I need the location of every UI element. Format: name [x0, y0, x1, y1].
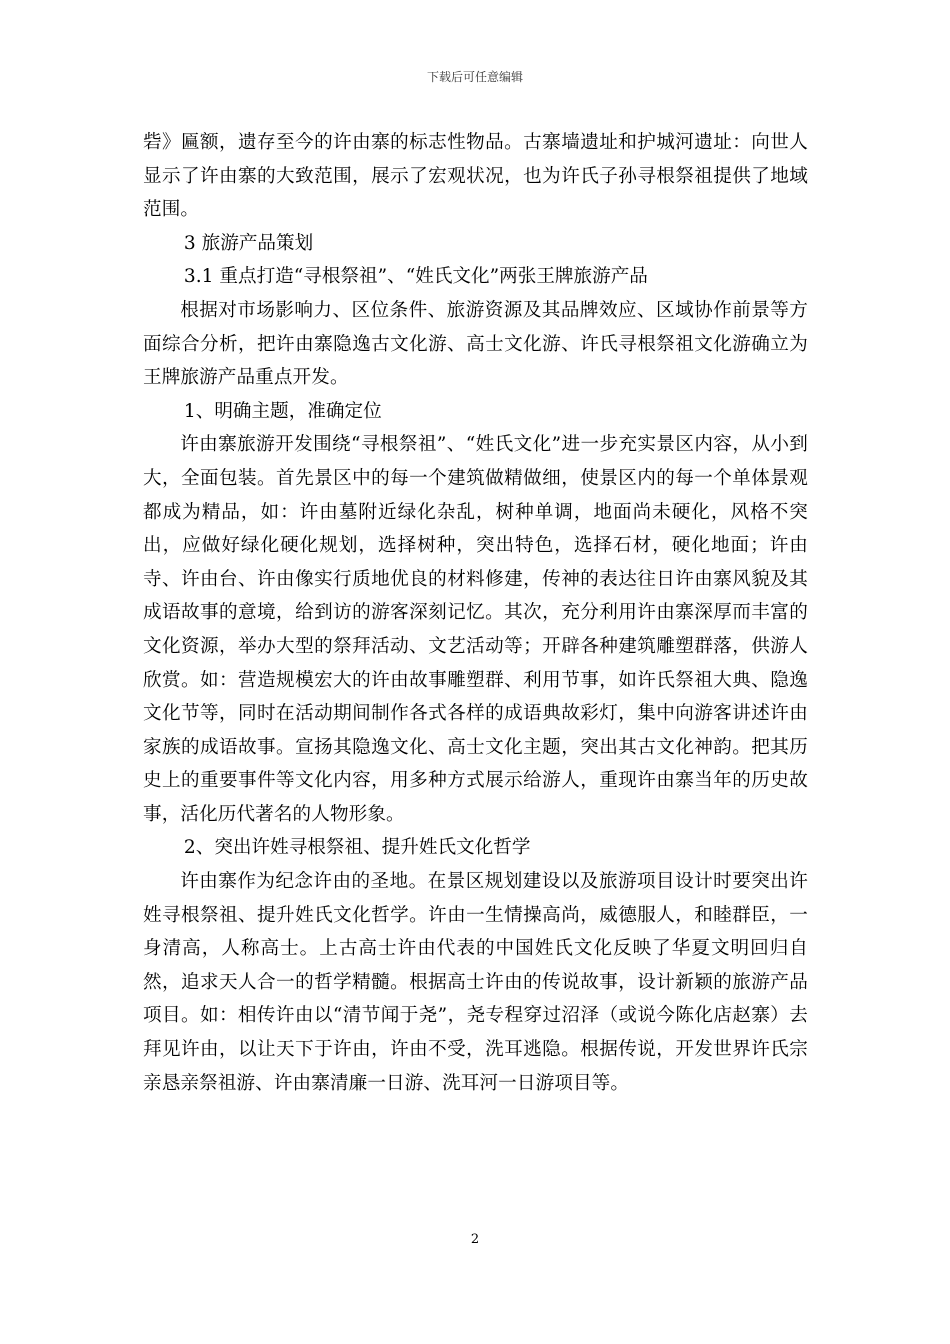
item-heading-2: 2、突出许姓寻根祭祖、提升姓氏文化哲学: [183, 837, 531, 859]
subsection-heading: 3.1 重点打造“寻根祭祖”、“姓氏文化”两张王牌旅游产品: [183, 266, 648, 288]
paragraph-continuation: 砦》匾额，遗存至今的许由寨的标志性物品。古寨墙遗址和护城河遗址：向世人显示了许由寨的大致范围，展示了宏观状况，也为许氏子孙寻根祭祖提供了地域范围。: [143, 132, 808, 221]
document-body: [143, 126, 808, 1100]
page-header: 下载后可任意编辑: [426, 70, 523, 84]
paragraph-surname-culture: 许由寨作为纪念许由的圣地。在景区规划建设以及旅游项目设计时要突出许姓寻根祭祖、提升姓氏文化哲学。许由一生情操高尚，威德服人，和睦群臣，一身清高，人称高士。上古高士许由代表的中国姓氏文化反映了华夏文明回归自然，追求天人合一的哲学精髓。根据高士许由的传说故事，设计新颖的旅游产品项目。如：相传许由以“清节闻于尧”，尧专程穿过沼泽（或说今陈化店赵寨）去拜见许由，以让天下于许由，许由不受，洗耳逃隐。根据传说，开发世界许氏宗亲恳亲祭祖游、许由寨清廉一日游、洗耳河一日游项目等。: [143, 871, 808, 1094]
item-heading-1: 1、明确主题，准确定位: [183, 400, 382, 422]
section-heading: 3 旅游产品策划: [183, 232, 314, 254]
paragraph-overview: 根据对市场影响力、区位条件、旅游资源及其品牌效应、区域协作前景等方面综合分析，把许由寨隐逸古文化游、高士文化游、许氏寻根祭祖文化游确立为王牌旅游产品重点开发。: [143, 299, 808, 389]
paragraph-theme: 许由寨旅游开发围绕“寻根祭祖”、“姓氏文化”进一步充实景区内容，从小到大，全面包装。首先景区中的每一个建筑做精做细，使景区内的每一个单体景观都成为精品，如：许由墓附近绿化杂乱，树种单调，地面尚未硬化，风格不突出，应做好绿化硬化规划，选择树种，突出特色，选择石材，硬化地面；许由寺、许由台、许由像实行质地优良的材料修建，传神的表达往日许由寨风貌及其成语故事的意境，给到访的游客深刻记忆。其次，充分利用许由寨深厚而丰富的文化资源，举办大型的祭拜活动、文艺活动等；开辟各种建筑雕塑群落，供游人欣赏。如：营造规模宏大的许由故事雕塑群、利用节事，如许氏祭祖大典、隐逸文化节等，同时在活动期间制作各式各样的成语典故彩灯，集中向游客讲述许由家族的成语故事。宣扬其隐逸文化、高士文化主题，突出其古文化神韵。把其历史上的重要事件等文化内容，用多种方式展示给游人，重现许由寨当年的历史故事，活化历代著名的人物形象。: [143, 434, 808, 825]
page-number: 2: [470, 1232, 480, 1247]
